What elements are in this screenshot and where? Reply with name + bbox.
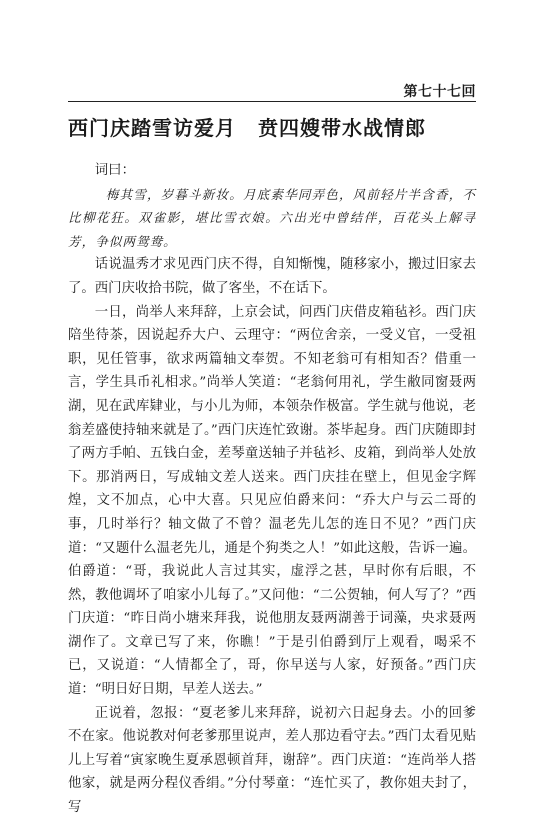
paragraph: 一日，尚举人来拜辞，上京会试，问西门庆借皮箱毡衫。西门庆陪坐待茶，因说起乔大户、云理守：“两位舍亲，一受义官，一受祖职，见任管事，欲求两篇轴文奉贺。不知老翁可有相知否？借重一言，学生具币礼相求。”尚举人笑道：“老翁何用礼，学生敝同窗聂两湖，见在武库肄业，与小儿为师，本领杂作极富。学生就与他说，老翁差盛使持轴来就是了。”西门庆连忙致谢。茶毕起身。西门庆随即封了两方手帕、五钱白金，差琴童送轴子并毡衫、皮箱，到尚举人处放下。那消两日，写成轴文差人送来。西门庆挂在壁上，但见金字辉煌，文不加点，心中大喜。只见应伯爵来问：“乔大户与云二哥的事，几时举行？轴文做了不曾？温老先儿怎的连日不见？”西门庆道：“又题什么温老先儿，通是个狗类之人！”如此这般，告诉一遍。伯爵道：“哥，我说此人言过其实，虚浮之甚，早时你有后眼，不然，教他调坏了咱家小儿每了。”又问他：“二公贺轴，何人写了？”西门庆道：“昨日尚小塘来拜我，说他朋友聂两湖善于词藻，央求聂两湖作了。文章已写了来，你瞧！”于是引伯爵到厅上观看，喝采不已，又说道：“人情都全了，哥，你早送与人家，好预备。”西门庆道：“明日好日期，早差人送去。”: [68, 304, 476, 698]
ci-label: 词曰：: [94, 163, 135, 178]
poem: 梅其雪，岁暮斗新妆。月底素华同弄色，风前轻片半含香，不比柳花狂。双雀影，堪比雪衣娘。六出光中曾结伴，百花头上解寻芳，争似两鸳鸯。: [68, 186, 476, 249]
paragraph: 话说温秀才求见西门庆不得，自知惭愧，随移家小，搬过旧家去了。西门庆收拾书院，做了客坐，不在话下。: [68, 257, 476, 296]
paragraph: 正说着，忽报：“夏老爹儿来拜辞，说初六日起身去。小的回爹不在家。他说教对何老爹那里说声，差人那边看守去。”西门太看见贴儿上写着“寅家晚生夏承恩顿首拜，谢辞”。西门庆道：“连尚举人搭他家，就是两分程仪香绢。”分付琴童：“连忙买了，教你姐夫封了，写: [68, 705, 476, 816]
chapter-title-part2: 贲四嫂带水战情郎: [258, 116, 426, 140]
chapter-title: [68, 112, 488, 141]
chapter-number: 第七十七回: [403, 84, 476, 100]
chapter-title-part1: 西门庆踏雪访爱月: [68, 116, 236, 140]
header-rule: [68, 101, 476, 102]
body-text: [68, 159, 476, 820]
